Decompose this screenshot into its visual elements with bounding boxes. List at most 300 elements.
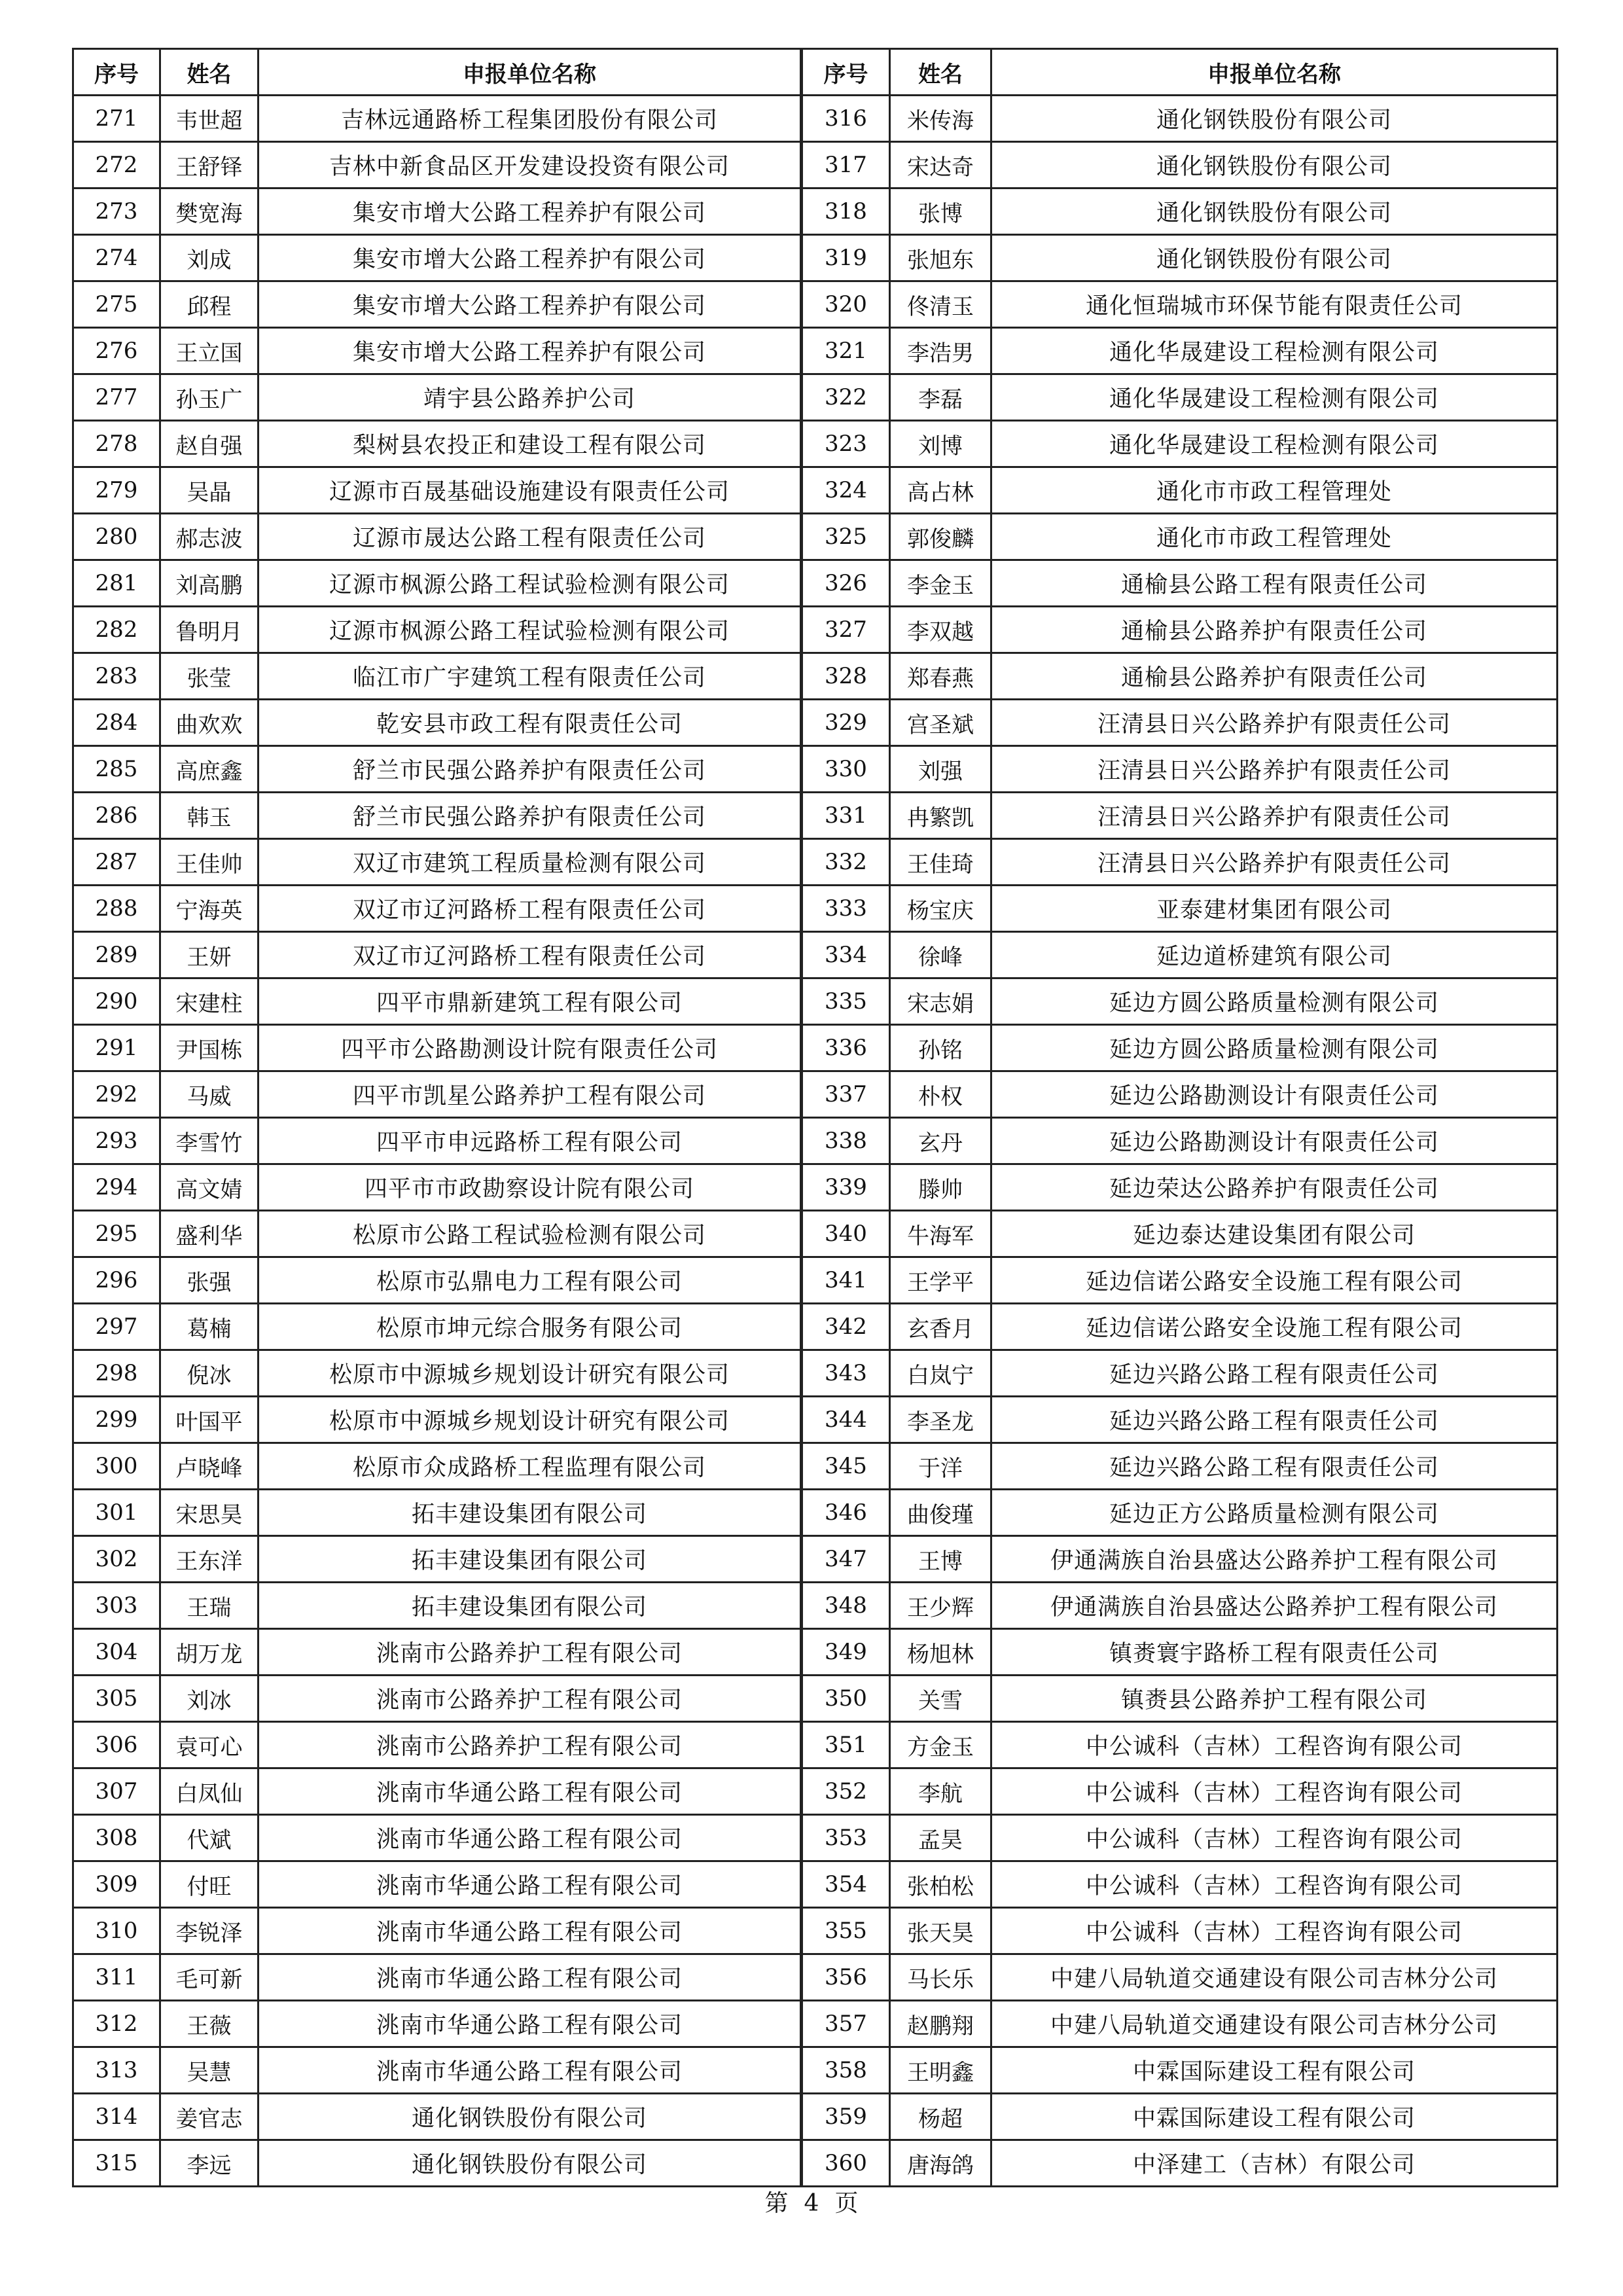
cell-org-right: 延边方圆公路质量检测有限公司 [991, 1025, 1558, 1071]
table-row [73, 96, 1558, 142]
table-row [73, 281, 1558, 328]
cell-index-left: 306 [73, 1722, 160, 1768]
cell-index-left: 293 [73, 1118, 160, 1164]
cell-index-right: 355 [802, 1908, 890, 1954]
cell-name-right: 李浩男 [890, 328, 991, 374]
cell-org-right: 延边正方公路质量检测有限公司 [991, 1490, 1558, 1536]
table-row [73, 793, 1558, 839]
table-row [73, 1164, 1558, 1211]
cell-name-left: 赵自强 [160, 421, 259, 467]
cell-name-left: 鲁明月 [160, 607, 259, 653]
cell-index-right: 345 [802, 1443, 890, 1490]
table-row [73, 1908, 1558, 1954]
cell-name-left: 王妍 [160, 932, 259, 978]
cell-name-left: 郝志波 [160, 514, 259, 560]
table-row [73, 1768, 1558, 1815]
cell-org-right: 通化华晟建设工程检测有限公司 [991, 374, 1558, 421]
cell-index-right: 321 [802, 328, 890, 374]
cell-index-right: 343 [802, 1350, 890, 1397]
table-row [73, 1118, 1558, 1164]
cell-name-left: 吴晶 [160, 467, 259, 514]
cell-name-left: 袁可心 [160, 1722, 259, 1768]
cell-index-left: 314 [73, 2094, 160, 2140]
cell-index-left: 276 [73, 328, 160, 374]
cell-index-right: 337 [802, 1071, 890, 1118]
cell-name-right: 李双越 [890, 607, 991, 653]
cell-name-right: 玄丹 [890, 1118, 991, 1164]
cell-org-right: 汪清县日兴公路养护有限责任公司 [991, 700, 1558, 746]
cell-org-right: 中公诚科（吉林）工程咨询有限公司 [991, 1722, 1558, 1768]
cell-org-left: 松原市弘鼎电力工程有限公司 [259, 1257, 802, 1304]
cell-name-right: 刘博 [890, 421, 991, 467]
cell-org-left: 吉林中新食品区开发建设投资有限公司 [259, 142, 802, 188]
cell-org-left: 通化钢铁股份有限公司 [259, 2094, 802, 2140]
roster-table [72, 48, 1558, 2187]
page-number: 4 [804, 2190, 819, 2217]
cell-index-right: 359 [802, 2094, 890, 2140]
cell-org-left: 松原市中源城乡规划设计研究有限公司 [259, 1350, 802, 1397]
cell-index-right: 317 [802, 142, 890, 188]
cell-index-left: 296 [73, 1257, 160, 1304]
cell-name-left: 李远 [160, 2140, 259, 2187]
cell-index-right: 327 [802, 607, 890, 653]
cell-org-left: 松原市众成路桥工程监理有限公司 [259, 1443, 802, 1490]
cell-index-right: 329 [802, 700, 890, 746]
cell-name-right: 玄香月 [890, 1304, 991, 1350]
cell-org-right: 汪清县日兴公路养护有限责任公司 [991, 793, 1558, 839]
cell-org-left: 集安市增大公路工程养护有限公司 [259, 188, 802, 235]
cell-index-left: 274 [73, 235, 160, 281]
cell-index-left: 311 [73, 1954, 160, 2001]
cell-org-left: 拓丰建设集团有限公司 [259, 1536, 802, 1583]
table-row [73, 2001, 1558, 2047]
cell-index-right: 342 [802, 1304, 890, 1350]
header-index-right: 序号 [802, 49, 890, 96]
cell-org-right: 延边公路勘测设计有限责任公司 [991, 1071, 1558, 1118]
table-row [73, 560, 1558, 607]
cell-name-left: 王薇 [160, 2001, 259, 2047]
cell-name-left: 宋思昊 [160, 1490, 259, 1536]
cell-index-right: 322 [802, 374, 890, 421]
cell-index-left: 295 [73, 1211, 160, 1257]
cell-name-right: 高占林 [890, 467, 991, 514]
cell-index-left: 281 [73, 560, 160, 607]
table-row [73, 1676, 1558, 1722]
table-row [73, 1397, 1558, 1443]
cell-index-right: 330 [802, 746, 890, 793]
table-row [73, 746, 1558, 793]
cell-org-right: 通化钢铁股份有限公司 [991, 142, 1558, 188]
cell-index-right: 324 [802, 467, 890, 514]
table-row [73, 235, 1558, 281]
cell-org-right: 伊通满族自治县盛达公路养护工程有限公司 [991, 1536, 1558, 1583]
cell-org-left: 辽源市百晟基础设施建设有限责任公司 [259, 467, 802, 514]
cell-org-left: 洮南市华通公路工程有限公司 [259, 1954, 802, 2001]
cell-index-left: 313 [73, 2047, 160, 2094]
table-row [73, 1954, 1558, 2001]
cell-index-right: 346 [802, 1490, 890, 1536]
cell-name-right: 张天昊 [890, 1908, 991, 1954]
cell-org-left: 吉林远通路桥工程集团股份有限公司 [259, 96, 802, 142]
cell-index-left: 284 [73, 700, 160, 746]
cell-name-right: 牛海军 [890, 1211, 991, 1257]
cell-name-left: 盛利华 [160, 1211, 259, 1257]
cell-org-right: 镇赉寰宇路桥工程有限责任公司 [991, 1629, 1558, 1676]
cell-org-left: 辽源市枫源公路工程试验检测有限公司 [259, 607, 802, 653]
cell-org-left: 洮南市华通公路工程有限公司 [259, 1815, 802, 1861]
cell-org-right: 延边兴路公路工程有限责任公司 [991, 1350, 1558, 1397]
cell-index-right: 358 [802, 2047, 890, 2094]
cell-name-left: 姜官志 [160, 2094, 259, 2140]
cell-name-left: 王舒铎 [160, 142, 259, 188]
cell-index-left: 280 [73, 514, 160, 560]
cell-name-left: 韩玉 [160, 793, 259, 839]
cell-name-left: 高文婧 [160, 1164, 259, 1211]
cell-name-left: 曲欢欢 [160, 700, 259, 746]
table-row [73, 1629, 1558, 1676]
roster-body [73, 96, 1558, 2187]
cell-org-left: 集安市增大公路工程养护有限公司 [259, 328, 802, 374]
cell-index-left: 288 [73, 886, 160, 932]
table-row [73, 421, 1558, 467]
cell-org-right: 中建八局轨道交通建设有限公司吉林分公司 [991, 2001, 1558, 2047]
cell-org-left: 临江市广宇建筑工程有限责任公司 [259, 653, 802, 700]
cell-org-left: 梨树县农投正和建设工程有限公司 [259, 421, 802, 467]
cell-index-left: 312 [73, 2001, 160, 2047]
cell-index-left: 292 [73, 1071, 160, 1118]
cell-index-left: 271 [73, 96, 160, 142]
cell-index-left: 302 [73, 1536, 160, 1583]
cell-index-left: 286 [73, 793, 160, 839]
cell-org-left: 拓丰建设集团有限公司 [259, 1583, 802, 1629]
cell-name-right: 王博 [890, 1536, 991, 1583]
cell-org-right: 延边荣达公路养护有限责任公司 [991, 1164, 1558, 1211]
cell-name-left: 宋建柱 [160, 978, 259, 1025]
cell-name-left: 倪冰 [160, 1350, 259, 1397]
header-index-left: 序号 [73, 49, 160, 96]
cell-index-left: 301 [73, 1490, 160, 1536]
cell-name-right: 赵鹏翔 [890, 2001, 991, 2047]
cell-name-right: 于洋 [890, 1443, 991, 1490]
cell-index-left: 283 [73, 653, 160, 700]
cell-org-left: 靖宇县公路养护公司 [259, 374, 802, 421]
cell-index-left: 272 [73, 142, 160, 188]
cell-name-left: 王瑞 [160, 1583, 259, 1629]
cell-index-left: 279 [73, 467, 160, 514]
cell-name-left: 孙玉广 [160, 374, 259, 421]
cell-index-right: 335 [802, 978, 890, 1025]
cell-name-right: 米传海 [890, 96, 991, 142]
cell-org-right: 中霖国际建设工程有限公司 [991, 2094, 1558, 2140]
cell-index-left: 309 [73, 1861, 160, 1908]
cell-index-left: 278 [73, 421, 160, 467]
cell-index-left: 299 [73, 1397, 160, 1443]
cell-index-left: 282 [73, 607, 160, 653]
cell-index-left: 290 [73, 978, 160, 1025]
cell-name-right: 徐峰 [890, 932, 991, 978]
cell-org-left: 松原市坤元综合服务有限公司 [259, 1304, 802, 1350]
cell-org-right: 延边道桥建筑有限公司 [991, 932, 1558, 978]
cell-index-right: 348 [802, 1583, 890, 1629]
cell-name-right: 唐海鸽 [890, 2140, 991, 2187]
cell-index-right: 332 [802, 839, 890, 886]
cell-name-left: 毛可新 [160, 1954, 259, 2001]
table-row [73, 374, 1558, 421]
cell-index-left: 298 [73, 1350, 160, 1397]
header-name-left: 姓名 [160, 49, 259, 96]
table-row [73, 188, 1558, 235]
table-row [73, 2094, 1558, 2140]
cell-index-left: 305 [73, 1676, 160, 1722]
cell-index-right: 316 [802, 96, 890, 142]
table-row [73, 2047, 1558, 2094]
cell-index-left: 291 [73, 1025, 160, 1071]
cell-name-left: 尹国栋 [160, 1025, 259, 1071]
table-row [73, 1722, 1558, 1768]
cell-name-left: 王东洋 [160, 1536, 259, 1583]
cell-org-left: 洮南市公路养护工程有限公司 [259, 1722, 802, 1768]
cell-index-right: 353 [802, 1815, 890, 1861]
cell-index-right: 325 [802, 514, 890, 560]
cell-org-left: 通化钢铁股份有限公司 [259, 2140, 802, 2187]
cell-index-right: 347 [802, 1536, 890, 1583]
cell-index-left: 308 [73, 1815, 160, 1861]
cell-index-left: 294 [73, 1164, 160, 1211]
cell-org-left: 洮南市华通公路工程有限公司 [259, 2047, 802, 2094]
cell-org-right: 通榆县公路工程有限责任公司 [991, 560, 1558, 607]
cell-org-right: 中建八局轨道交通建设有限公司吉林分公司 [991, 1954, 1558, 2001]
cell-name-right: 李金玉 [890, 560, 991, 607]
cell-org-left: 舒兰市民强公路养护有限责任公司 [259, 746, 802, 793]
cell-org-right: 延边信诺公路安全设施工程有限公司 [991, 1257, 1558, 1304]
cell-name-left: 韦世超 [160, 96, 259, 142]
table-row [73, 978, 1558, 1025]
cell-name-left: 吴慧 [160, 2047, 259, 2094]
cell-name-right: 张旭东 [890, 235, 991, 281]
cell-name-right: 曲俊瑾 [890, 1490, 991, 1536]
cell-name-left: 王立国 [160, 328, 259, 374]
table-row [73, 700, 1558, 746]
cell-org-left: 舒兰市民强公路养护有限责任公司 [259, 793, 802, 839]
cell-org-left: 洮南市华通公路工程有限公司 [259, 1768, 802, 1815]
footer-suffix: 页 [834, 2190, 859, 2217]
cell-name-right: 李航 [890, 1768, 991, 1815]
cell-name-left: 代斌 [160, 1815, 259, 1861]
cell-index-left: 303 [73, 1583, 160, 1629]
cell-name-right: 杨超 [890, 2094, 991, 2140]
cell-name-left: 马威 [160, 1071, 259, 1118]
cell-index-right: 338 [802, 1118, 890, 1164]
cell-org-right: 通化钢铁股份有限公司 [991, 188, 1558, 235]
cell-index-right: 356 [802, 1954, 890, 2001]
cell-index-left: 300 [73, 1443, 160, 1490]
cell-name-right: 佟清玉 [890, 281, 991, 328]
table-row [73, 1025, 1558, 1071]
cell-org-right: 中公诚科（吉林）工程咨询有限公司 [991, 1861, 1558, 1908]
cell-index-left: 304 [73, 1629, 160, 1676]
cell-org-right: 通化钢铁股份有限公司 [991, 235, 1558, 281]
cell-name-right: 杨旭林 [890, 1629, 991, 1676]
cell-name-right: 朴权 [890, 1071, 991, 1118]
cell-org-left: 双辽市建筑工程质量检测有限公司 [259, 839, 802, 886]
cell-name-right: 冉繁凯 [890, 793, 991, 839]
table-row [73, 328, 1558, 374]
table-row [73, 142, 1558, 188]
cell-index-right: 334 [802, 932, 890, 978]
table-row [73, 1490, 1558, 1536]
cell-org-left: 松原市中源城乡规划设计研究有限公司 [259, 1397, 802, 1443]
cell-name-right: 刘强 [890, 746, 991, 793]
cell-org-left: 辽源市枫源公路工程试验检测有限公司 [259, 560, 802, 607]
cell-name-right: 宋志娟 [890, 978, 991, 1025]
cell-name-left: 刘冰 [160, 1676, 259, 1722]
table-row [73, 1257, 1558, 1304]
cell-org-right: 亚泰建材集团有限公司 [991, 886, 1558, 932]
cell-name-left: 高庶鑫 [160, 746, 259, 793]
cell-index-right: 349 [802, 1629, 890, 1676]
cell-index-right: 326 [802, 560, 890, 607]
cell-name-left: 葛楠 [160, 1304, 259, 1350]
cell-index-left: 287 [73, 839, 160, 886]
table-row [73, 1304, 1558, 1350]
cell-index-right: 339 [802, 1164, 890, 1211]
cell-org-right: 通化市市政工程管理处 [991, 514, 1558, 560]
cell-name-right: 王学平 [890, 1257, 991, 1304]
cell-index-right: 333 [802, 886, 890, 932]
cell-org-left: 四平市鼎新建筑工程有限公司 [259, 978, 802, 1025]
cell-name-right: 王明鑫 [890, 2047, 991, 2094]
cell-org-left: 四平市市政勘察设计院有限公司 [259, 1164, 802, 1211]
cell-index-left: 275 [73, 281, 160, 328]
cell-name-left: 胡万龙 [160, 1629, 259, 1676]
cell-name-right: 方金玉 [890, 1722, 991, 1768]
cell-org-left: 松原市公路工程试验检测有限公司 [259, 1211, 802, 1257]
cell-name-left: 张莹 [160, 653, 259, 700]
cell-org-right: 中泽建工（吉林）有限公司 [991, 2140, 1558, 2187]
cell-name-left: 邱程 [160, 281, 259, 328]
cell-org-left: 洮南市华通公路工程有限公司 [259, 2001, 802, 2047]
cell-index-left: 277 [73, 374, 160, 421]
cell-name-right: 郑春燕 [890, 653, 991, 700]
cell-name-right: 王佳琦 [890, 839, 991, 886]
cell-org-right: 通化钢铁股份有限公司 [991, 96, 1558, 142]
cell-org-left: 洮南市华通公路工程有限公司 [259, 1861, 802, 1908]
cell-name-left: 王佳帅 [160, 839, 259, 886]
cell-name-right: 张博 [890, 188, 991, 235]
cell-org-left: 辽源市晟达公路工程有限责任公司 [259, 514, 802, 560]
cell-org-right: 中公诚科（吉林）工程咨询有限公司 [991, 1815, 1558, 1861]
cell-org-left: 集安市增大公路工程养护有限公司 [259, 281, 802, 328]
cell-index-left: 285 [73, 746, 160, 793]
table-row [73, 932, 1558, 978]
cell-org-left: 拓丰建设集团有限公司 [259, 1490, 802, 1536]
cell-name-left: 李雪竹 [160, 1118, 259, 1164]
cell-index-right: 320 [802, 281, 890, 328]
header-name-right: 姓名 [890, 49, 991, 96]
cell-index-right: 341 [802, 1257, 890, 1304]
cell-name-right: 宫圣斌 [890, 700, 991, 746]
cell-org-right: 通榆县公路养护有限责任公司 [991, 607, 1558, 653]
cell-index-left: 289 [73, 932, 160, 978]
cell-index-right: 360 [802, 2140, 890, 2187]
cell-org-left: 四平市申远路桥工程有限公司 [259, 1118, 802, 1164]
table-row [73, 653, 1558, 700]
cell-name-left: 刘成 [160, 235, 259, 281]
cell-org-right: 延边信诺公路安全设施工程有限公司 [991, 1304, 1558, 1350]
cell-name-right: 王少辉 [890, 1583, 991, 1629]
header-org-right: 申报单位名称 [991, 49, 1558, 96]
cell-index-right: 331 [802, 793, 890, 839]
cell-name-right: 张柏松 [890, 1861, 991, 1908]
cell-org-left: 洮南市公路养护工程有限公司 [259, 1676, 802, 1722]
cell-name-left: 宁海英 [160, 886, 259, 932]
table-row [73, 1350, 1558, 1397]
cell-index-left: 315 [73, 2140, 160, 2187]
table-row [73, 1583, 1558, 1629]
cell-name-right: 李磊 [890, 374, 991, 421]
cell-org-right: 延边兴路公路工程有限责任公司 [991, 1443, 1558, 1490]
cell-name-right: 马长乐 [890, 1954, 991, 2001]
cell-index-right: 354 [802, 1861, 890, 1908]
cell-name-left: 李锐泽 [160, 1908, 259, 1954]
footer-prefix: 第 [764, 2190, 789, 2217]
cell-org-right: 延边公路勘测设计有限责任公司 [991, 1118, 1558, 1164]
table-row [73, 2140, 1558, 2187]
cell-org-right: 通化华晟建设工程检测有限公司 [991, 421, 1558, 467]
cell-index-right: 357 [802, 2001, 890, 2047]
cell-name-right: 宋达奇 [890, 142, 991, 188]
table-row [73, 1536, 1558, 1583]
table-row [73, 1443, 1558, 1490]
cell-index-left: 297 [73, 1304, 160, 1350]
cell-org-right: 通化恒瑞城市环保节能有限责任公司 [991, 281, 1558, 328]
cell-org-left: 乾安县市政工程有限责任公司 [259, 700, 802, 746]
cell-name-left: 卢晓峰 [160, 1443, 259, 1490]
cell-index-left: 310 [73, 1908, 160, 1954]
cell-index-right: 351 [802, 1722, 890, 1768]
cell-org-right: 通化华晟建设工程检测有限公司 [991, 328, 1558, 374]
cell-name-left: 付旺 [160, 1861, 259, 1908]
cell-org-left: 双辽市辽河路桥工程有限责任公司 [259, 886, 802, 932]
cell-org-right: 中霖国际建设工程有限公司 [991, 2047, 1558, 2094]
cell-index-right: 350 [802, 1676, 890, 1722]
cell-name-left: 樊宽海 [160, 188, 259, 235]
cell-index-left: 307 [73, 1768, 160, 1815]
cell-org-right: 镇赉县公路养护工程有限公司 [991, 1676, 1558, 1722]
cell-index-right: 328 [802, 653, 890, 700]
table-row [73, 1071, 1558, 1118]
cell-index-right: 344 [802, 1397, 890, 1443]
cell-org-right: 延边方圆公路质量检测有限公司 [991, 978, 1558, 1025]
cell-name-right: 白岚宁 [890, 1350, 991, 1397]
page-footer [0, 2185, 1623, 2218]
cell-org-right: 延边兴路公路工程有限责任公司 [991, 1397, 1558, 1443]
cell-index-left: 273 [73, 188, 160, 235]
cell-index-right: 352 [802, 1768, 890, 1815]
table-row [73, 839, 1558, 886]
table-row [73, 1815, 1558, 1861]
cell-org-left: 四平市公路勘测设计院有限责任公司 [259, 1025, 802, 1071]
cell-org-right: 汪清县日兴公路养护有限责任公司 [991, 839, 1558, 886]
cell-org-left: 双辽市辽河路桥工程有限责任公司 [259, 932, 802, 978]
cell-index-right: 318 [802, 188, 890, 235]
cell-name-right: 滕帅 [890, 1164, 991, 1211]
cell-index-right: 340 [802, 1211, 890, 1257]
header-org-left: 申报单位名称 [259, 49, 802, 96]
cell-name-right: 杨宝庆 [890, 886, 991, 932]
cell-name-left: 张强 [160, 1257, 259, 1304]
table-row [73, 1211, 1558, 1257]
